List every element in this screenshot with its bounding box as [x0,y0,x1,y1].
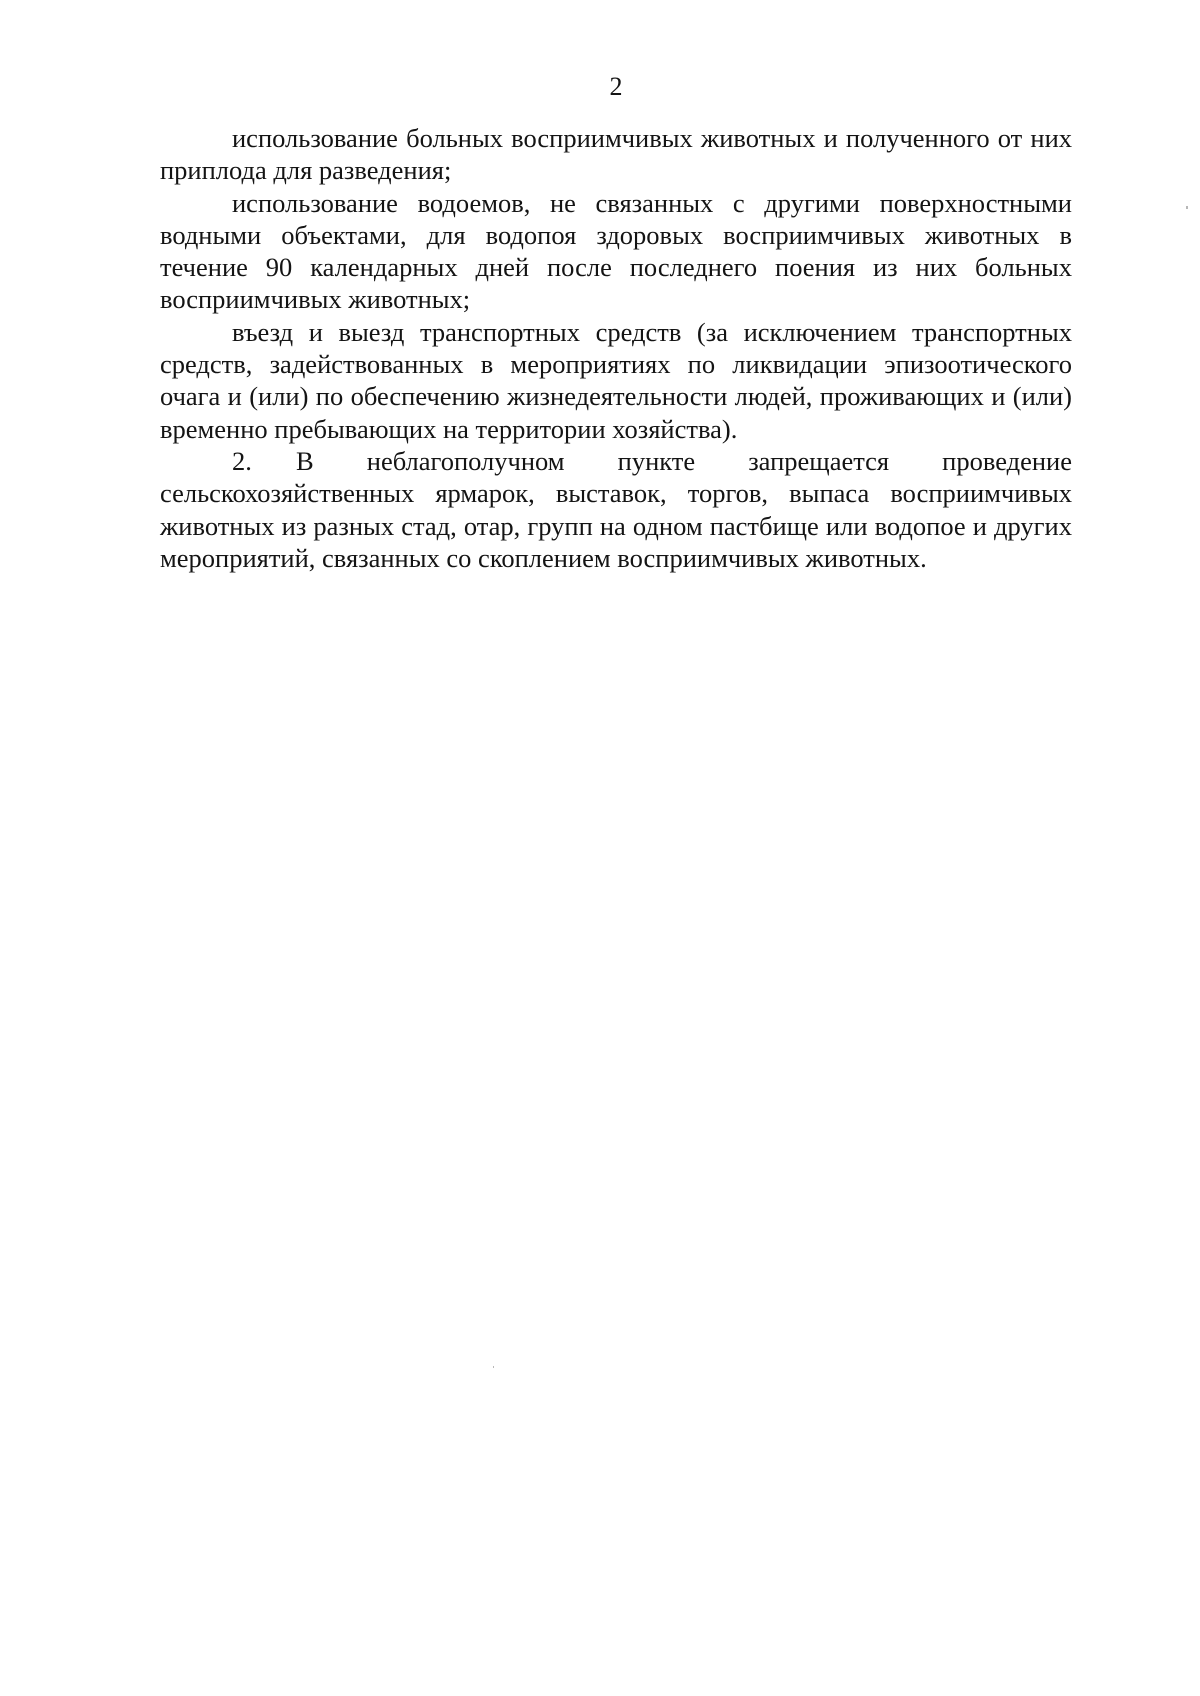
paragraph-sick-animals-breeding: использование больных восприимчивых животных и полученного от них приплода для разведения; [160,123,1072,186]
paragraph-water-bodies: использование водоемов, не связанных с другими поверхностными водными объектами, для водопоя здоровых восприимчивых животных в течение 90 календарных дней после последнего поения из них больных восприимчивых животных; [160,187,1072,315]
scan-speck [1186,206,1188,209]
scan-speck [493,1366,494,1368]
list-number: 2. [232,445,252,476]
paragraph-vehicle-entry: въезд и выезд транспортных средств (за исключением транспортных средств, задействованных в мероприятиях по ликвидации эпизоотического очага и (или) по обеспечению жизнедеятельности людей, проживающих и (или) временно пребывающих на территории хозяйства). [160,316,1072,444]
page-number: 2 [609,72,623,101]
paragraph-item-2-text: В неблагополучном пункте запрещается проведение сельскохозяйственных ярмарок, выставок, торгов, выпаса восприимчивых животных из разных стад, отар, групп на одном пастбище или водопое и других мероприятий, связанных со скоплением восприимчивых животных. [160,445,1072,573]
document-body [160,122,1072,574]
paragraph-item-2 [160,445,1072,574]
